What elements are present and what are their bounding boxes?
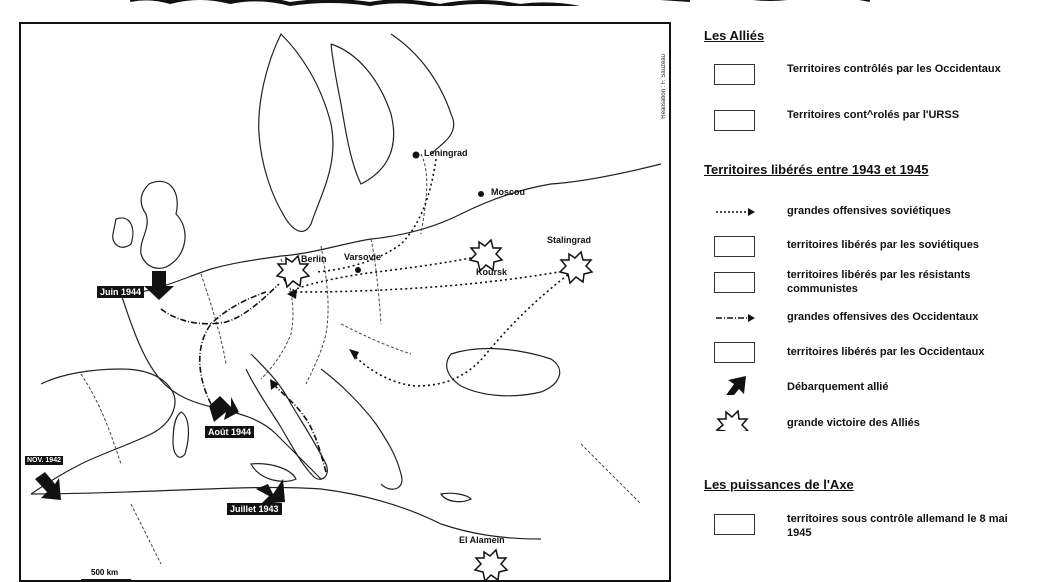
legend (704, 22, 1034, 576)
legend-item-text: territoires sous contrôle allemand le 8 mai 1945 (787, 513, 1008, 539)
city-berlin (301, 254, 327, 264)
legend-item-text: Territoires contrôlés par les Occidentaux (787, 63, 1001, 75)
city-varsovie (344, 252, 381, 262)
victory-star-icon (714, 410, 755, 431)
city-stalingrad (547, 235, 591, 245)
city-label: Moscou (491, 187, 526, 197)
landing-tag-nov-1942: NOV. 1942 (27, 457, 61, 464)
legend-item (704, 374, 1034, 400)
legend-item (704, 340, 1034, 364)
legend-swatch-box (714, 236, 755, 257)
legend-item-text: grandes offensives soviétiques (787, 205, 951, 217)
city-label: Stalingrad (547, 235, 592, 245)
dotted-arrow-icon (714, 202, 755, 223)
legend-item (704, 308, 1034, 328)
landing-arrow-icon (714, 374, 755, 395)
legend-swatch-box (714, 514, 755, 535)
legend-item-text: Débarquement allié (787, 381, 889, 393)
landing-tag-juin-1944: Juin 1944 (97, 286, 144, 298)
city-moscou (491, 187, 525, 197)
legend-swatch-box (714, 110, 755, 131)
legend-heading-axis: Les puissances de l'Axe (704, 477, 854, 492)
legend-item (704, 106, 1034, 138)
cropped-title-strokes (0, 0, 1038, 6)
legend-item-text: territoires libérés par les résistants communistes (787, 269, 971, 295)
map-panel (19, 22, 671, 582)
city-label: Koursk (476, 267, 508, 277)
legend-swatch-box (714, 64, 755, 85)
legend-item (704, 268, 1034, 300)
legend-item (704, 202, 1034, 222)
legend-item-text: territoires libérés par les Occidentaux (787, 346, 985, 358)
legend-swatch-box (714, 342, 755, 363)
city-label: El Alamein (459, 535, 505, 545)
legend-item-text: grandes offensives des Occidentaux (787, 311, 979, 323)
city-label: Leningrad (424, 148, 468, 158)
europe-map (21, 24, 671, 582)
legend-swatch-box (714, 272, 755, 293)
legend-item-text: territoires libérés par les soviétiques (787, 239, 979, 251)
city-leningrad (406, 148, 468, 158)
city-label: Varsovie (344, 252, 382, 262)
cropped-title (0, 0, 1038, 6)
legend-item (704, 510, 1034, 542)
city-koursk (476, 267, 507, 277)
legend-heading-allies: Les Alliés (704, 28, 765, 43)
city-el-alamein (459, 535, 505, 545)
legend-heading-liberated: Territoires libérés entre 1943 et 1945 (704, 162, 929, 177)
legend-item (704, 60, 1034, 92)
landing-tag-aout-1944: Août 1944 (205, 426, 254, 438)
legend-item-text: grande victoire des Alliés (787, 417, 920, 429)
landing-tag-juillet-1943: Juillet 1943 (227, 503, 282, 515)
legend-item-text: Territoires cont^rolés par l'URSS (787, 109, 960, 121)
scale-label: 500 km (91, 568, 119, 577)
map-credit: Réalisation : F. Sauzeau (661, 54, 667, 119)
legend-item (704, 410, 1034, 438)
legend-item (704, 234, 1034, 258)
city-label: Berlin (301, 254, 327, 264)
dashdot-arrow-icon (714, 308, 755, 329)
